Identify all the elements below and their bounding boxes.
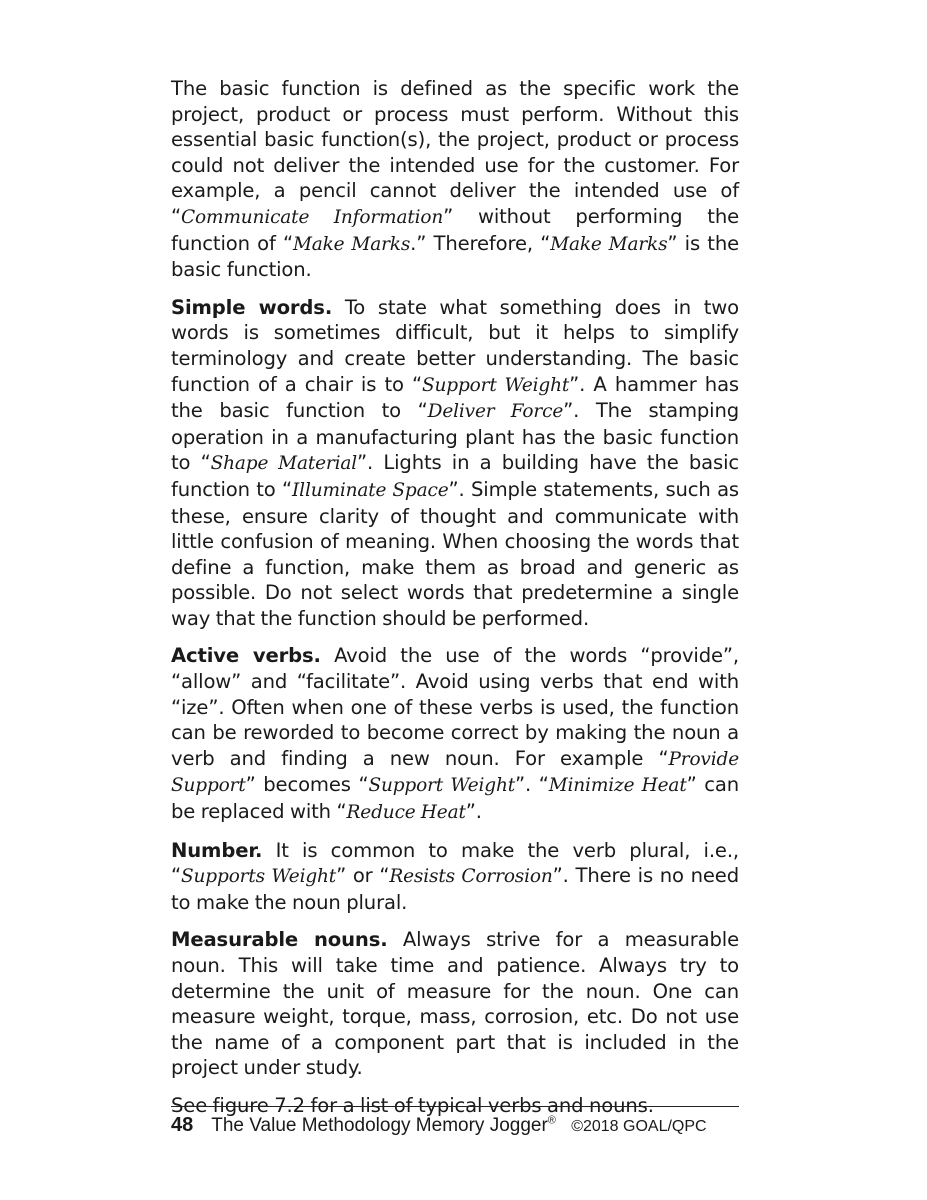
- function-example: Communicate Information: [181, 206, 444, 228]
- body-paragraph: [171, 838, 739, 916]
- function-example: Make Marks: [550, 233, 668, 255]
- paragraph-text: ”. Simple statements, such as these, ensure clarity of thought and communicate with little confusion of meaning. When choosing the words that define a function, make them as broad and generic as possible. Do not select words that predetermine a single way that the function should be performed.: [171, 477, 739, 630]
- registered-mark: ®: [547, 1114, 556, 1127]
- paragraph-text: Always strive for a measurable noun. This will take time and patience. Always try to determine the unit of measure for the noun. One can measure weight, torque, mass, corrosion, etc. Do not use the name of a component part that is included in the project under study.: [171, 928, 739, 1080]
- paragraph-text: .” Therefore, “: [410, 231, 551, 255]
- page-footer: [171, 1114, 739, 1137]
- paragraph-text: ”. “: [515, 773, 549, 797]
- function-example: Minimize Heat: [548, 775, 687, 797]
- paragraph-text: See figure 7.2 for a list of typical verbs and nouns.: [171, 1093, 654, 1117]
- paragraph-text: ”.: [465, 800, 482, 824]
- page-body: [171, 76, 739, 1131]
- function-example: Supports Weight: [181, 866, 337, 888]
- copyright-notice: ©2018 GOAL/QPC: [571, 1118, 707, 1135]
- paragraph-text: ” without performing the function of “: [171, 204, 739, 255]
- paragraph-text: It is common to make the verb plural, i.e., “: [171, 838, 739, 888]
- body-paragraph: [171, 76, 739, 283]
- book-title: The Value Methodology Memory Jogger: [211, 1115, 548, 1136]
- paragraph-text: ” or “: [336, 864, 390, 888]
- function-example: Shape Material: [210, 453, 358, 475]
- paragraph-text: ”. The stamping operation in a manufacturing plant has the basic function to “: [171, 399, 740, 475]
- function-example: Support Weight: [422, 374, 570, 396]
- paragraph-text: ”. Lights in a building have the basic function to “: [171, 451, 739, 501]
- paragraph-heading: Measurable nouns.: [171, 928, 388, 952]
- paragraph-text: ” becomes “: [245, 773, 369, 797]
- paragraph-text: ” is the basic function.: [171, 231, 740, 282]
- body-paragraph: [171, 643, 739, 825]
- footer-divider: [171, 1106, 739, 1107]
- paragraph-text: ”. There is no need to make the noun plural.: [171, 864, 739, 914]
- paragraph-text: ”. A hammer has the basic function to “: [171, 372, 739, 423]
- function-example: Deliver Force: [427, 401, 564, 423]
- paragraph-text: Avoid the use of the words “provide”, “allow” and “facilitate”. Avoid using verbs that end with “ize”. Often when one of these verbs is used, the function can be reworded to become correct by making the noun a verb and finding a new noun. For example “: [171, 644, 739, 770]
- paragraph-text: ” can be replaced with “: [171, 773, 739, 824]
- paragraph-text: To state what something does in two words is sometimes difficult, but it helps to simplify terminology and create better understanding. The basic function of a chair is to “: [171, 295, 739, 396]
- function-example: Illuminate Space: [292, 479, 449, 501]
- page-number: 48: [171, 1114, 194, 1136]
- function-example: Make Marks: [292, 233, 411, 255]
- body-paragraph: [171, 927, 739, 1081]
- paragraph-text: The basic function is defined as the specific work the project, product or process must perform. Without this essential basic function(s), the project, product or process could not deliver the intended use for the customer. For example, a pencil cannot deliver the intended use of “: [171, 77, 739, 228]
- body-paragraph: [171, 295, 739, 632]
- function-example: Resists Corrosion: [389, 866, 553, 888]
- paragraph-heading: Simple words.: [171, 295, 333, 319]
- paragraph-heading: Number.: [171, 838, 263, 862]
- function-example: Provide Support: [171, 748, 739, 797]
- function-example: Support Weight: [368, 775, 516, 797]
- paragraph-heading: Active verbs.: [171, 644, 321, 668]
- function-example: Reduce Heat: [346, 802, 466, 824]
